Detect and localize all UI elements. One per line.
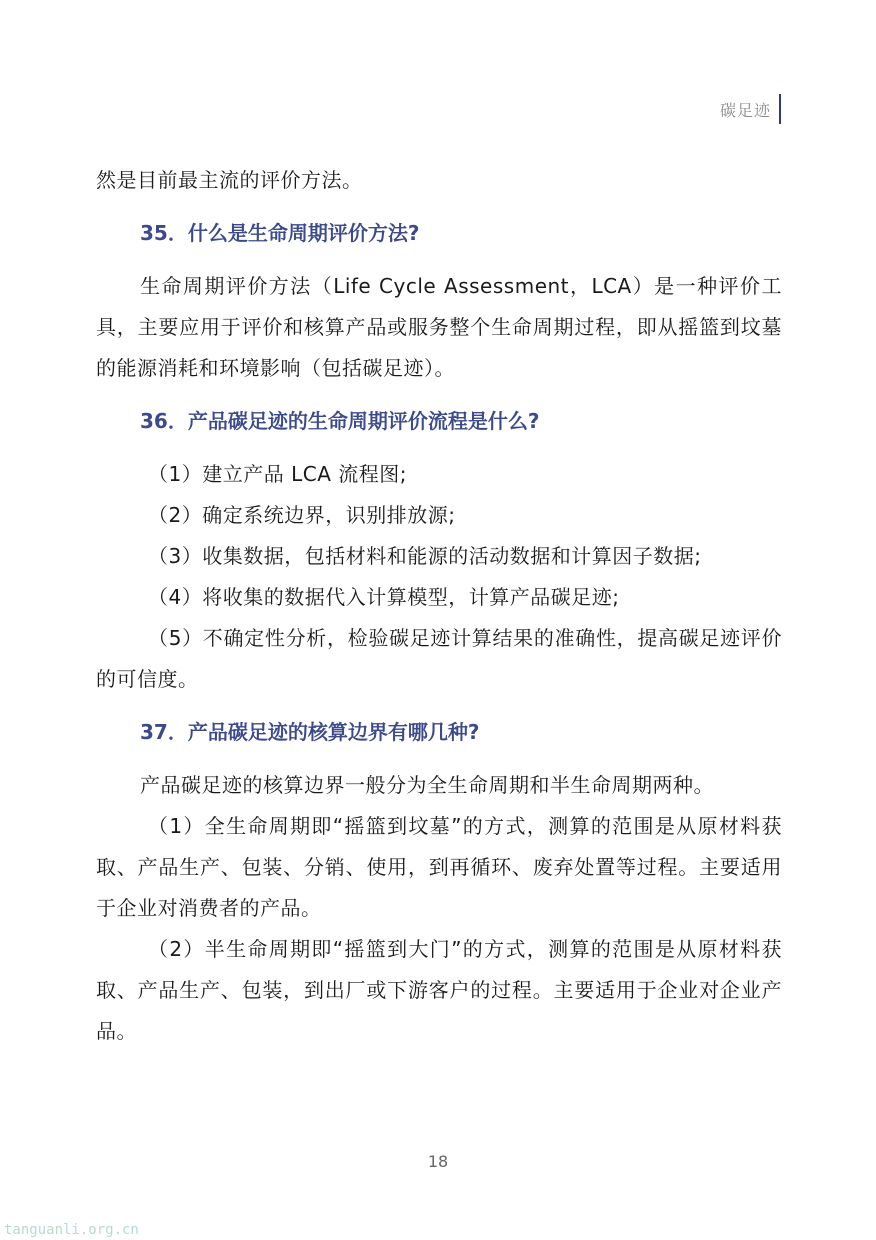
running-header bbox=[720, 94, 781, 124]
watermark: tanguanli.org.cn bbox=[4, 1222, 139, 1238]
list-item: （3）收集数据，包括材料和能源的活动数据和计算因子数据; bbox=[148, 544, 702, 568]
list-item: （2）半生命周期即“摇篮到大门”的方式，测算的范围是从原材料获取、产品生产、包装，到出厂或下游客户的过程。主要适用于企业对企业产品。 bbox=[96, 937, 782, 1043]
page-content bbox=[96, 160, 782, 1052]
intro-continuation: 然是目前最主流的评价方法。 bbox=[96, 168, 363, 192]
page-number: 18 bbox=[427, 1152, 449, 1171]
question-37-intro: 产品碳足迹的核算边界一般分为全生命周期和半生命周期两种。 bbox=[140, 773, 714, 797]
list-item: （4）将收集的数据代入计算模型，计算产品碳足迹; bbox=[148, 585, 620, 609]
list-item: （5）不确定性分析，检验碳足迹计算结果的准确性，提高碳足迹评价的可信度。 bbox=[96, 626, 782, 691]
question-35-answer: 生命周期评价方法（Life Cycle Assessment，LCA）是一种评价工具，主要应用于评价和核算产品或服务整个生命周期过程，即从摇篮到坟墓的能源消耗和环境影响（包括碳足迹）。 bbox=[96, 274, 782, 380]
list-item: （2）确定系统边界，识别排放源; bbox=[148, 503, 456, 527]
list-item: （1）全生命周期即“摇篮到坟墓”的方式，测算的范围是从原材料获取、产品生产、包装、分销、使用，到再循环、废弃处置等过程。主要适用于企业对消费者的产品。 bbox=[96, 814, 782, 920]
header-accent-bar bbox=[779, 94, 781, 124]
question-37-heading: 37．产品碳足迹的核算边界有哪几种? bbox=[140, 720, 480, 744]
question-36-heading: 36．产品碳足迹的生命周期评价流程是什么? bbox=[140, 409, 540, 433]
list-item: （1）建立产品 LCA 流程图; bbox=[148, 462, 407, 486]
header-title: 碳足迹 bbox=[719, 100, 771, 120]
question-35-heading: 35．什么是生命周期评价方法? bbox=[140, 221, 420, 245]
